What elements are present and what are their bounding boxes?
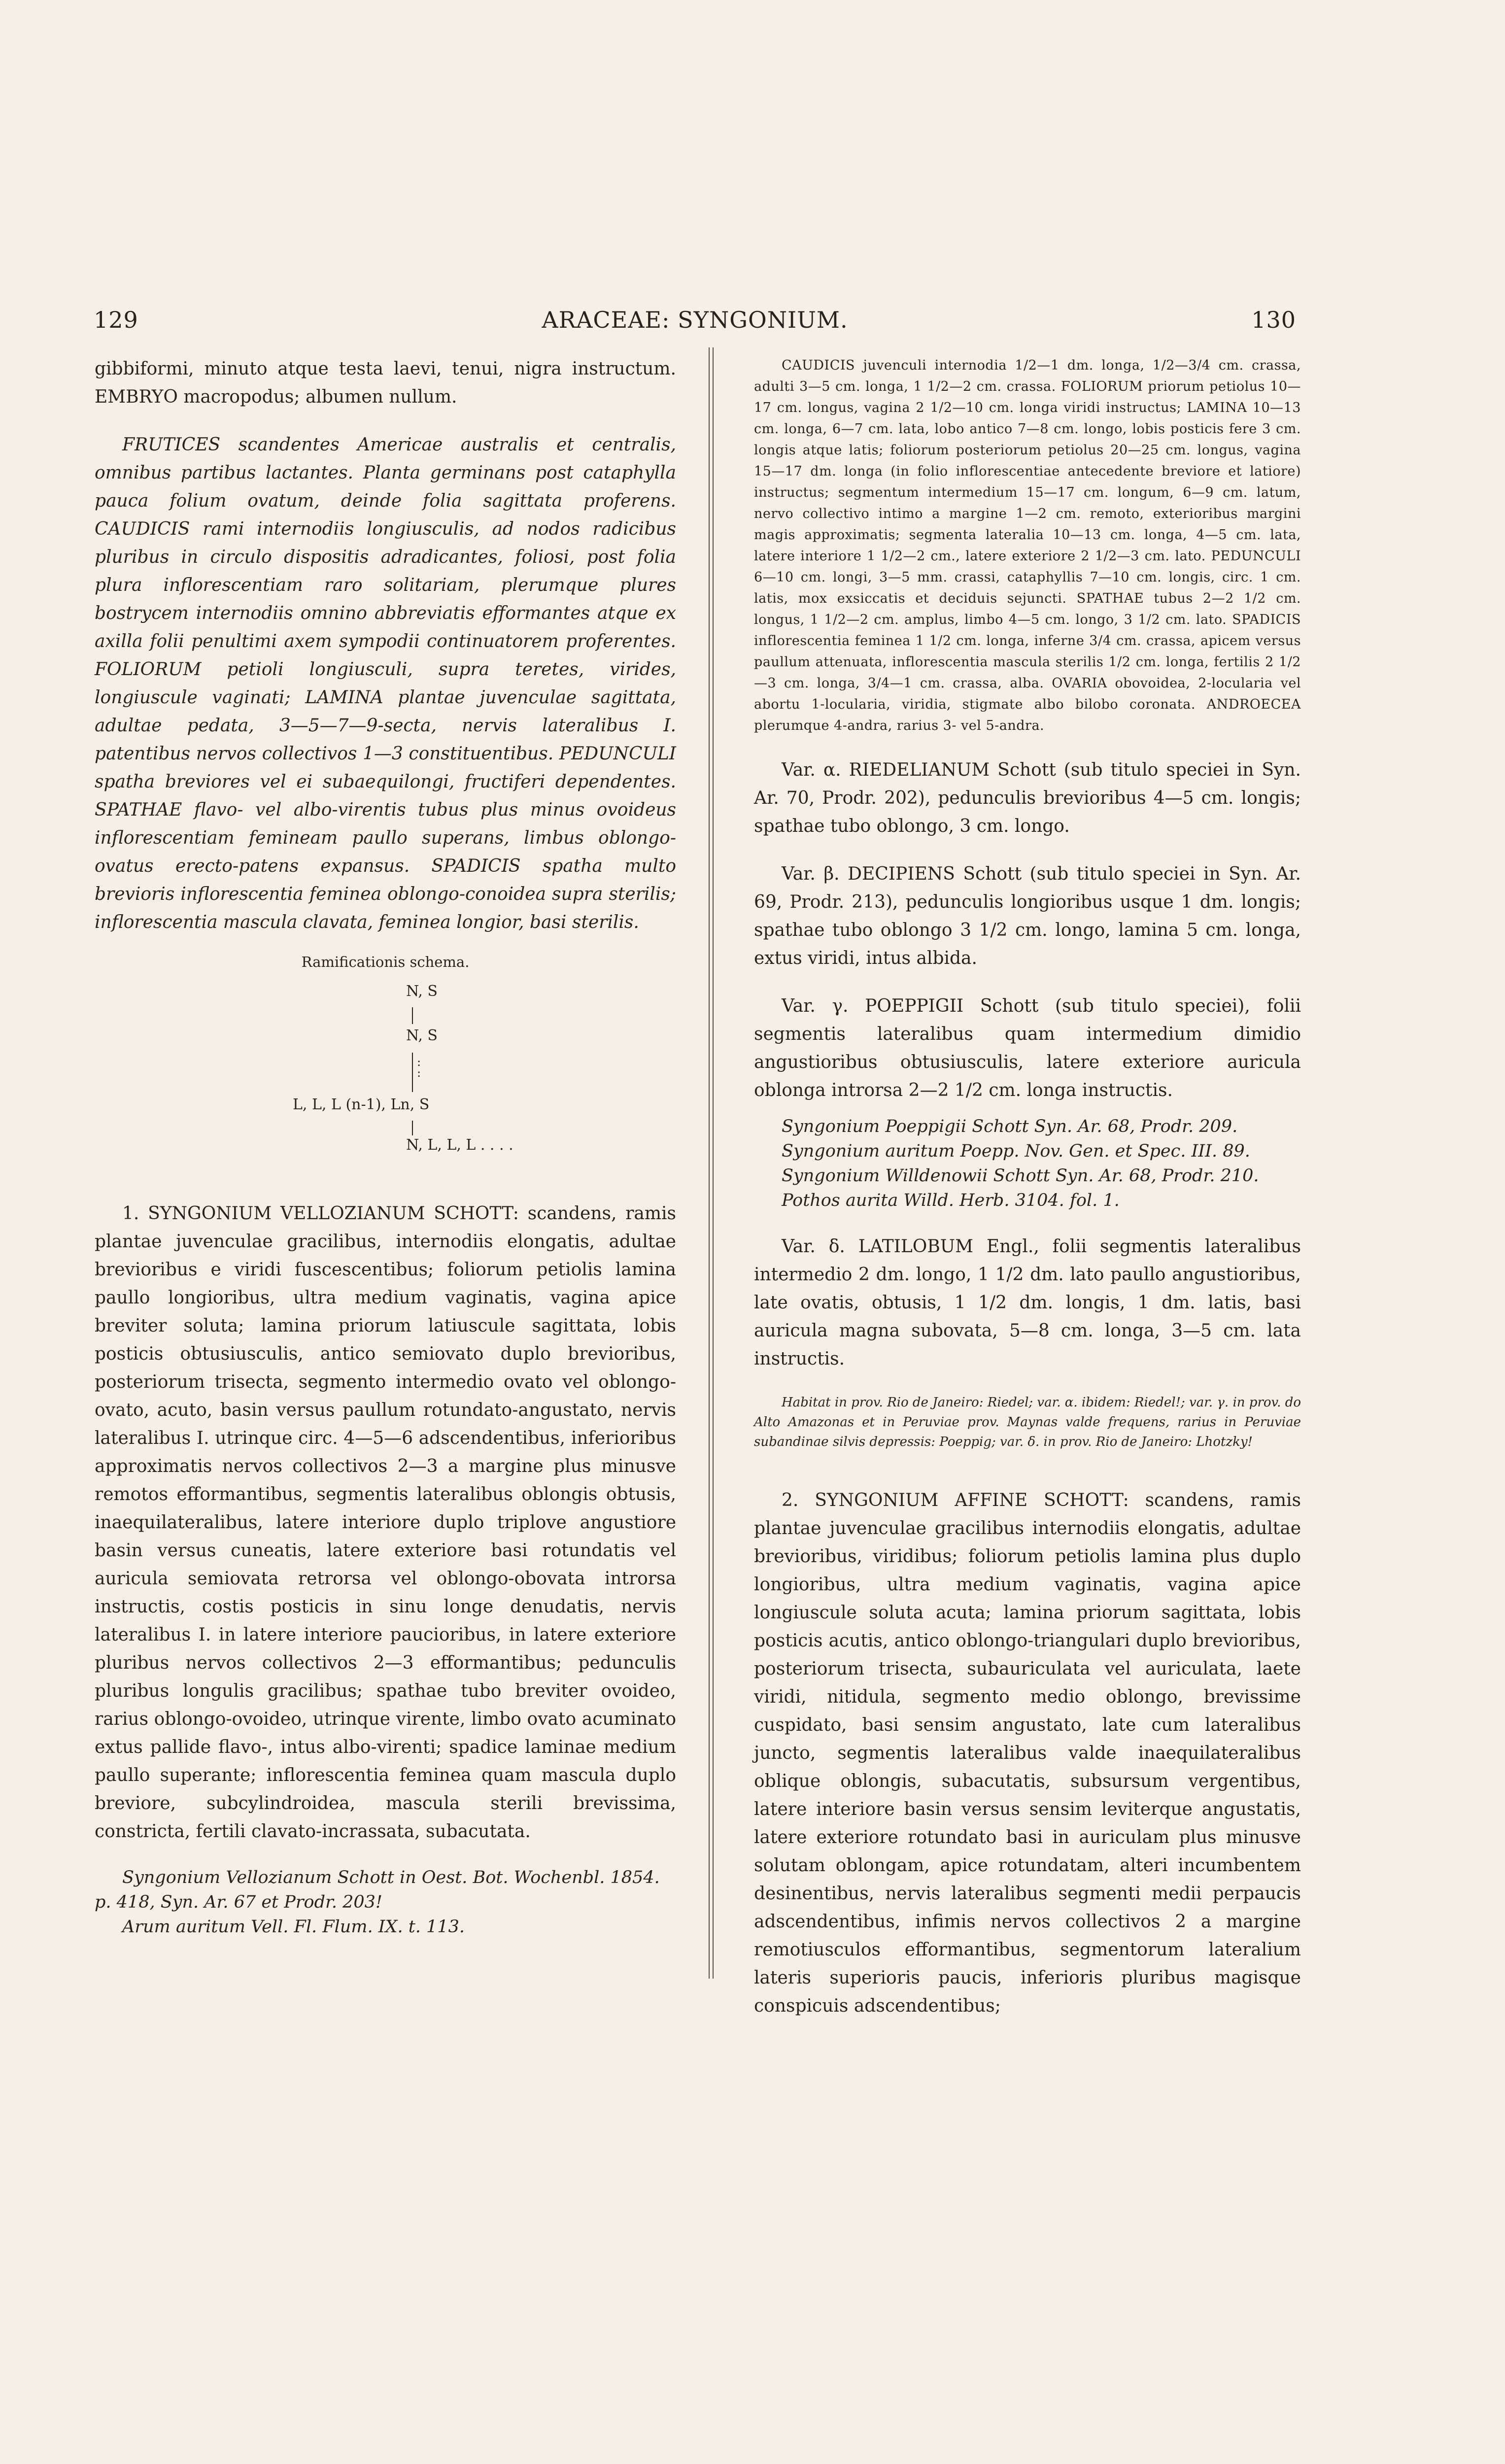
running-title: ARACEAE: SYNGONIUM. <box>542 307 848 333</box>
synonym: Syngonium auritum Poepp. Nov. Gen. et Spec. III. 89. <box>782 1141 1250 1161</box>
variety-beta: Var. β. DECIPIENS Schott (sub titulo speciei in Syn. Ar. 69, Prodr. 213), pedunculis longioribus usque 1 dm. longis; spathae tubo oblongo 3 1/2 cm. longo, lamina 5 cm. longa, extus viridi, intus albida. <box>754 864 1301 968</box>
schema-connector <box>412 1121 413 1135</box>
genus-description: FRUTICES scandentes Americae australis et centralis, omnibus partibus lactantes. Planta germinans post cataphylla pauca folium ovatum, deinde folia sagittata proferens. CAUDICIS rami internodiis longiusculis, ad nodos radicibus pluribus in circulo dispositis adradicantes, foliosi, post folia plura inflorescentiam raro solitariam, plerumque plures bostrycem internodiis omnino abbreviatis efformantes atque ex axilla folii penultimi axem sympodii continuatorem proferentes. FOLIORUM petioli longiusculi, supra teretes, virides, longiuscule vaginati; LAMINA plantae juvenculae sagittata, adultae pedata, 3—5—7—9-secta, nervis lateralibus I. patentibus nervos collectivos 1—3 constituentibus. PEDUNCULI spatha breviores vel ei subaequilongi, fructiferi dependentes. SPATHAE flavo- vel albo-virentis tubus plus minus ovoideus inflorescentiam femineam paullo superans, limbus oblongo-ovatus erecto-patens expansus. SPADICIS spatha multo brevioris inflorescentia feminea oblongo-conoidea supra sterilis; inflorescentia mascula clavata, feminea longior, basi sterilis. <box>95 435 676 932</box>
habitat-note: Habitat in prov. Rio de Janeiro: Riedel; var. α. ibidem: Riedel!; var. γ. in prov. do Alto Amazonas et in Peruviae prov. Maynas valde frequens, rarius in Peruviae subandinae silvis depressis: Poeppig; var. δ. in prov. Rio de Janeiro: Lhotzky! <box>754 1395 1301 1449</box>
synonym: Pothos aurita Willd. Herb. 3104. fol. 1. <box>782 1191 1120 1210</box>
schema-row-1: N, S <box>406 983 438 1000</box>
schema-diagram <box>95 973 676 1180</box>
embryo-paragraph: gibbiformi, minuto atque testa laevi, tenui, nigra instructum. EMBRYO macropodus; albumen nullum. <box>95 359 676 407</box>
right-column <box>754 355 1301 2020</box>
variety-delta: Var. δ. LATILOBUM Engl., folii segmentis lateralibus intermedio 2 dm. longo, 1 1/2 dm. lato paullo angustioribus, late ovatis, obtusis, 1 1/2 dm. longis, 1 dm. latis, basi auricula magna subovata, 5—8 cm. longa, 3—5 cm. lata instructis. <box>754 1236 1301 1369</box>
synonym: Arum auritum Vell. Fl. Flum. IX. t. 113. <box>122 1917 465 1937</box>
schema-connector <box>412 1053 413 1092</box>
schema-connector <box>412 1007 413 1024</box>
species-1-synonyms <box>95 1865 676 1939</box>
variety-alpha: Var. α. RIEDELIANUM Schott (sub titulo speciei in Syn. Ar. 70, Prodr. 202), pedunculis brevioribus 4—5 cm. longis; spathae tubo oblongo, 3 cm. longo. <box>754 760 1301 836</box>
schema-title: Ramificationis schema. <box>301 954 470 970</box>
page-number-right: 130 <box>1251 307 1296 333</box>
synonym: Syngonium Poeppigii Schott Syn. Ar. 68, Prodr. 209. <box>782 1117 1238 1136</box>
synonym: Syngonium Willdenowii Schott Syn. Ar. 68, Prodr. 210. <box>782 1166 1259 1186</box>
synonym: Syngonium Vellozianum Schott in Oest. Bot. Wochenbl. 1854. p. 418, Syn. Ar. 67 et Prodr. 203! <box>95 1868 660 1912</box>
page-header <box>94 307 1296 341</box>
left-column <box>95 355 676 1939</box>
variety-gamma-synonyms <box>754 1114 1301 1213</box>
schema-dots: : : <box>417 1055 421 1080</box>
column-divider <box>709 347 714 1979</box>
ramification-schema <box>95 951 676 1180</box>
species-1-measurements: CAUDICIS juvenculi internodia 1/2—1 dm. longa, 1/2—3/4 cm. crassa, adulti 3—5 cm. longa, 1 1/2—2 cm. crassa. FOLIORUM priorum petiolus 10—17 cm. longus, vagina 2 1/2—10 cm. longa viridi instructus; LAMINA 10—13 cm. longa, 6—7 cm. lata, lobo antico 7—8 cm. longo, lobis posticis fere 3 cm. longis atque latis; foliorum posteriorum petiolus 20—25 cm. longus, vagina 15—17 dm. longa (in folio inflorescentiae antecedente breviore et latiore) instructus; segmentum intermedium 15—17 cm. longum, 6—9 cm. latum, nervo collectivo intimo a margine 1—2 cm. remoto, exterioribus margini magis approximatis; segmenta lateralia 10—13 cm. longa, 4—5 cm. lata, latere interiore 1 1/2—2 cm., latere exteriore 2 1/2—3 cm. lato. PEDUNCULI 6—10 cm. longi, 3—5 mm. crassi, cataphyllis 7—10 cm. longis, circ. 1 cm. latis, mox exsiccatis et deciduis sejuncti. SPATHAE tubus 2—2 1/2 cm. longus, 1 1/2—2 cm. amplus, limbo 4—5 cm. longo, 3 1/2 cm. lato. SPADICIS inflorescentia feminea 1 1/2 cm. longa, inferne 3/4 cm. crassa, apicem versus paullum attenuata, inflorescentia mascula sterilis 1/2 cm. longa, fertilis 2 1/2—3 cm. longa, 3/4—1 cm. crassa, alba. OVARIA obovoidea, 2-locularia vel abortu 1-locularia, viridia, stigmate albo bilobo coronata. ANDROECEA plerumque 4-andra, rarius 3- vel 5-andra. <box>754 358 1301 733</box>
species-2-description: 2. SYNGONIUM AFFINE SCHOTT: scandens, ramis plantae juvenculae gracilibus internodiis elongatis, adultae brevioribus, viridibus; foliorum petiolis lamina plus duplo longioribus, ultra medium vaginatis, vagina apice longiuscule soluta acuta; lamina priorum sagittata, lobis posticis acutis, antico oblongo-triangulari duplo brevioribus, posteriorum trisecta, subauriculata vel auriculata, laete viridi, nitidula, segmento medio oblongo, brevissime cuspidato, basi sensim angustato, late cum lateralibus juncto, segmentis lateralibus valde inaequilateralibus oblique oblongis, subacutatis, subsursum vergentibus, latere interiore basin versus sensim leviterque angustatis, latere exteriore rotundato basi in auriculam plus minusve solutam oblongam, apice rotundatam, alteri incumbentem desinentibus, nervis lateralibus segmenti medii perpaucis adscendentibus, infimis nervos collectivos 2 a margine remotiusculos efformantibus, segmentorum lateralium lateris superioris paucis, inferioris pluribus magisque conspicuis adscendentibus; <box>754 1490 1301 2016</box>
schema-row-2: N, S <box>406 1027 438 1044</box>
species-1-description: 1. SYNGONIUM VELLOZIANUM SCHOTT: scandens, ramis plantae juvenculae gracilibus, internodiis elongatis, adultae brevioribus e viridi fuscescentibus; foliorum petiolis lamina paullo longioribus, ultra medium vaginatis, vagina apice breviter soluta; lamina priorum latiuscule sagittata, lobis posticis obtusiusculis, antico semiovato duplo brevioribus, posteriorum trisecta, segmento intermedio ovato vel oblongo-ovato, acuto, basin versus paullum rotundato-angustato, nervis lateralibus I. utrinque circ. 4—5—6 adscendentibus, inferioribus approximatis nervos collectivos 2—3 a margine plus minusve remotos efformantibus, segmentis lateralibus oblongis obtusis, inaequilateralibus, latere interiore duplo triplove angustiore basin versus cuneatis, latere exteriore basi rotundatis vel auricula semiovata retrorsa vel oblongo-obovata introrsa instructis, costis posticis in sinu longe denudatis, nervis lateralibus I. in latere interiore paucioribus, in latere exteriore pluribus nervos collectivos 2—3 efformantibus; pedunculis pluribus longulis gracilibus; spathae tubo breviter ovoideo, rarius oblongo-ovoideo, utrinque virente, limbo ovato acuminato extus pallide flavo-, intus albo-virenti; spadice laminae medium paullo superante; inflorescentia feminea quam mascula duplo breviore, subcylindroidea, mascula sterili brevissima, constricta, fertili clavato-incrassata, subacutata. <box>95 1203 676 1842</box>
schema-row-3: L, L, L (n-1), Ln, S <box>293 1096 430 1113</box>
page-number-left: 129 <box>94 307 138 333</box>
variety-gamma: Var. γ. POEPPIGII Schott (sub titulo speciei), folii segmentis lateralibus quam intermedium dimidio angustioribus obtusiusculis, latere exteriore auricula oblonga introrsa 2—2 1/2 cm. longa instructis. <box>754 996 1301 1100</box>
schema-row-4: N, L, L, L . . . . <box>406 1136 513 1154</box>
